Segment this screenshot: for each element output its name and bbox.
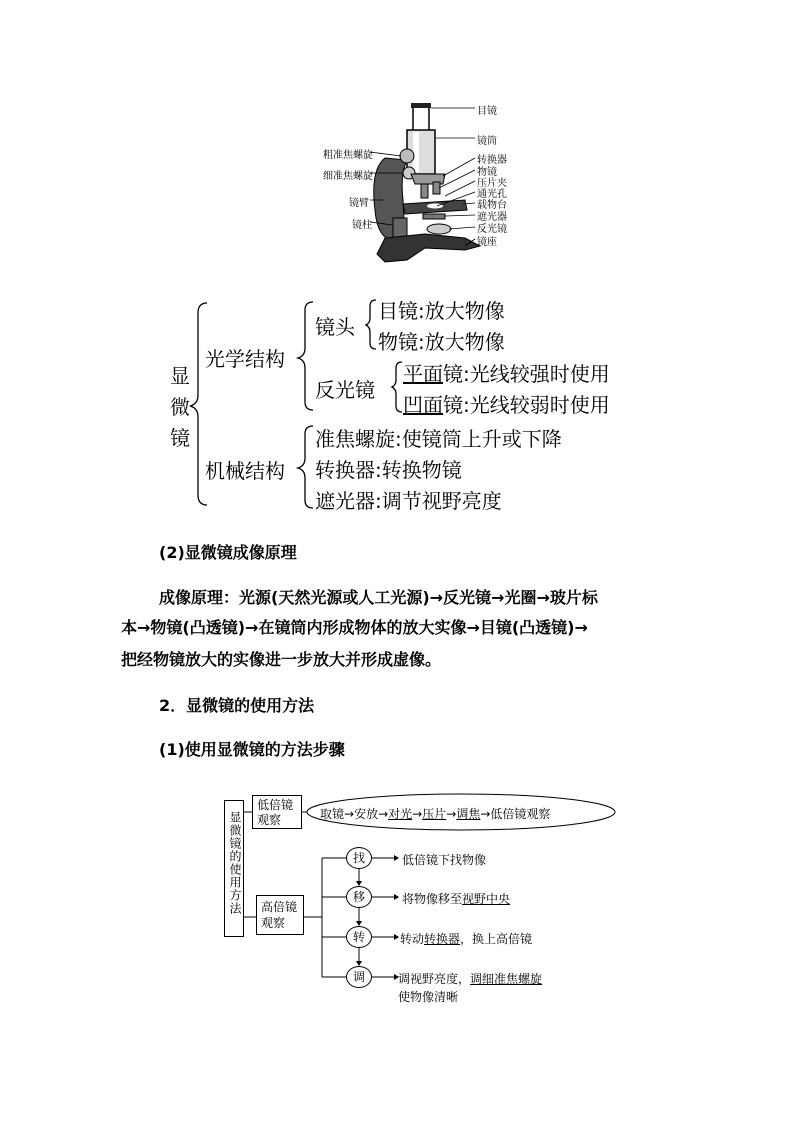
label-clip: 压片夹	[477, 178, 507, 189]
tree-mechanical: 机械结构	[205, 459, 285, 483]
label-stage: 载物台	[477, 200, 507, 211]
circle-turn: 转	[346, 926, 372, 948]
label-arm: 镜臂	[349, 198, 369, 209]
heading-usage-steps: (1)使用显微镜的方法步骤	[159, 740, 345, 759]
section-imaging-heading: (2)显微镜成像原理	[159, 543, 297, 562]
tree-concave-text: 镜:光线较弱时使用	[443, 393, 610, 417]
flow-low-label: 低倍镜观察	[257, 798, 294, 827]
flow-high-box	[256, 895, 304, 935]
tree-converter: 转换器:转换物镜	[315, 458, 462, 482]
principle-line-2: 本→物镜(凸透镜)→在镜筒内形成物体的放大实像→目镜(凸透镜)→	[121, 618, 588, 637]
flow-low-box	[252, 795, 302, 829]
label-eyepiece: 目镜	[477, 106, 497, 117]
label-diaphragm: 遮光器	[477, 212, 507, 223]
adjust-pre: 调视野亮度，	[398, 972, 471, 986]
label-mirror: 反光镜	[477, 224, 507, 235]
label-coarse-focus: 粗准焦螺旋	[323, 150, 373, 161]
label-objective: 物镜	[477, 167, 497, 178]
label-fine-focus: 细准焦螺旋	[323, 171, 373, 182]
tree-diaphragm: 遮光器:调节视野亮度	[315, 489, 502, 513]
tree-root-1: 显	[170, 364, 190, 388]
high-step-turn	[400, 930, 532, 947]
tree-eyepiece: 目镜:放大物像	[378, 299, 505, 323]
high-step-adjust-2: 使物像清晰	[398, 990, 459, 1004]
tree-concave-ul: 凹面	[403, 393, 443, 417]
label-hole: 通光孔	[477, 189, 507, 200]
flow-low-steps	[320, 805, 550, 822]
tree-lens-head: 镜头	[315, 315, 355, 339]
arrow-2: →	[378, 807, 389, 821]
tree-root-2: 微	[170, 395, 190, 419]
step-focus: 调焦	[456, 807, 481, 821]
flow-main-label: 显微镜的使用方法	[228, 811, 242, 915]
tree-optical: 光学结构	[205, 347, 285, 371]
move-ul: 视野中央	[462, 892, 511, 906]
heading-usage: 2．显微镜的使用方法	[159, 696, 315, 715]
turn-post: ，换上高倍镜	[460, 932, 533, 946]
principle-line-3: 把经物镜放大的实像进一步放大并形成虚像。	[121, 650, 442, 669]
label-pillar: 镜柱	[352, 220, 372, 231]
circle-move: 移	[346, 886, 372, 908]
move-pre: 将物像移至	[402, 892, 463, 906]
turn-ul: 转换器	[424, 932, 461, 946]
tree-focus: 准焦螺旋:使镜筒上升或下降	[315, 427, 562, 451]
step-take: 取镜	[320, 807, 345, 821]
flow-high-label: 高倍镜观察	[261, 900, 298, 930]
step-observe: 低倍镜观察	[490, 807, 551, 821]
tree-root-3: 镜	[170, 426, 190, 450]
high-step-adjust-1	[398, 970, 542, 987]
tree-flat-ul: 平面	[403, 362, 443, 386]
adjust-ul: 调细准焦螺旋	[470, 972, 543, 986]
high-step-find: 低倍镜下找物像	[402, 853, 487, 867]
turn-pre: 转动	[400, 932, 425, 946]
flow-main-box	[224, 800, 244, 937]
label-tube: 镜筒	[477, 136, 497, 147]
arrow-3: →	[412, 807, 423, 821]
arrow-5: →	[480, 807, 491, 821]
tree-objective: 物镜:放大物像	[378, 330, 505, 354]
circle-find: 找	[346, 847, 372, 869]
arrow-4: →	[446, 807, 457, 821]
label-converter: 转换器	[477, 155, 507, 166]
tree-flat-text: 镜:光线较强时使用	[443, 362, 610, 386]
circle-adjust: 调	[346, 966, 372, 988]
label-base: 镜座	[477, 237, 497, 248]
step-place: 安放	[354, 807, 379, 821]
step-press: 压片	[422, 807, 447, 821]
principle-line-1: 成像原理：光源(天然光源或人工光源)→反光镜→光圈→玻片标	[159, 588, 598, 607]
arrow-1: →	[344, 807, 355, 821]
step-light: 对光	[388, 807, 413, 821]
tree-mirror: 反光镜	[315, 378, 375, 402]
high-step-move	[402, 890, 510, 907]
